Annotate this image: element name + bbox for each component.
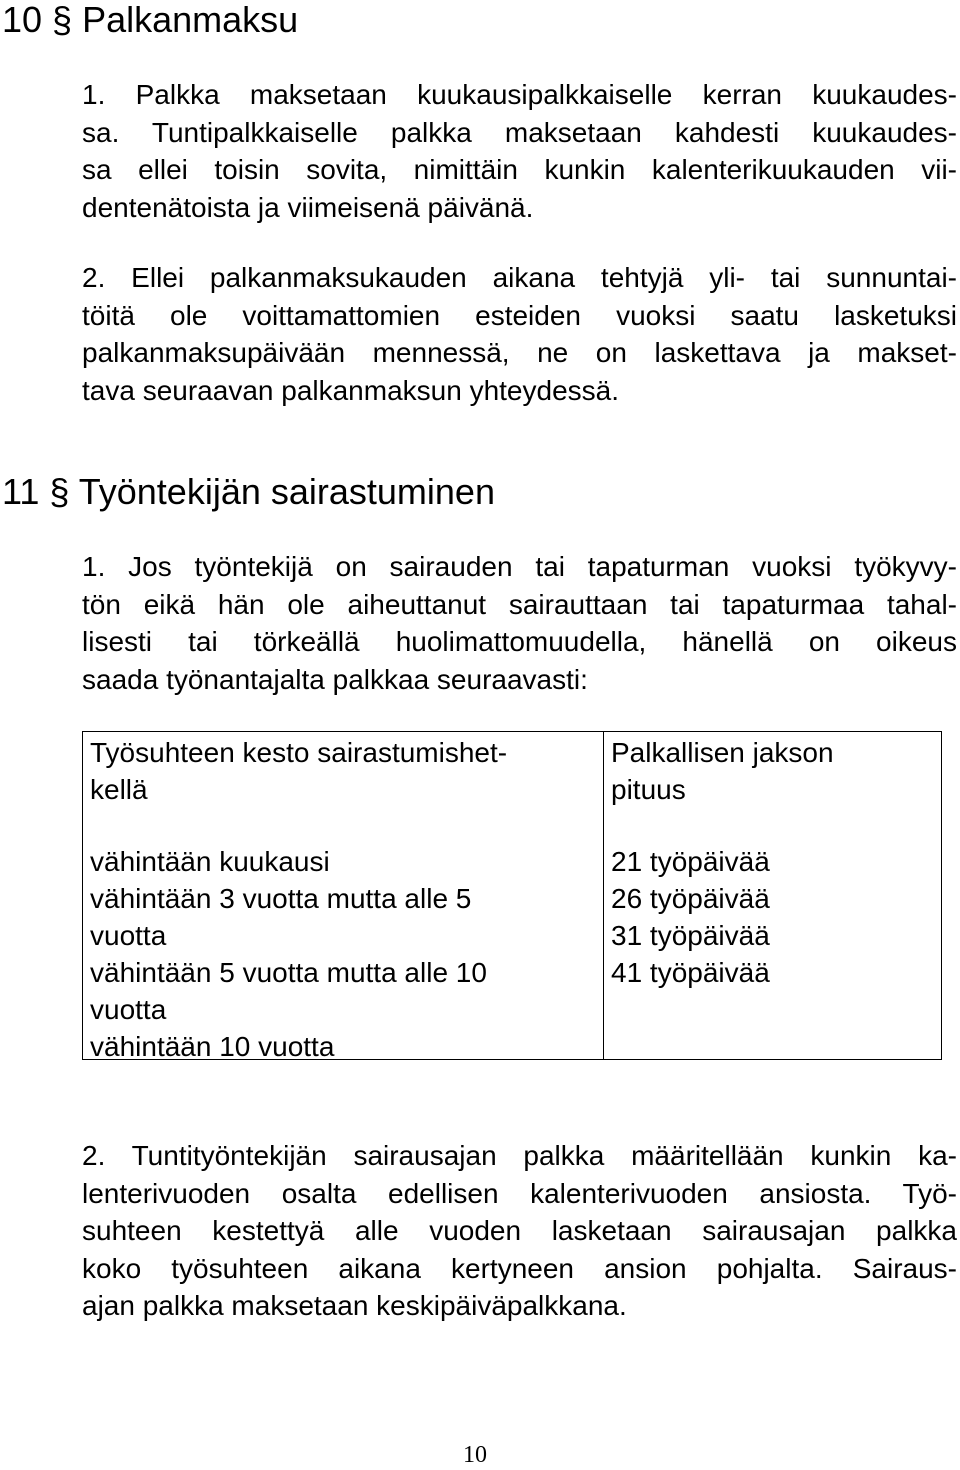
paid-period-column — [611, 734, 834, 991]
text-line: lenterivuoden osalta edellisen kalenterivuoden ansiosta. Työ- — [82, 1177, 957, 1209]
text-line: 2. Tuntityöntekijän sairausajan palkka määritellään kunkin ka- — [82, 1140, 957, 1171]
text-line: 1. Jos työntekijä on sairauden tai tapaturman vuoksi työkyvy- — [82, 551, 957, 582]
table-cell: 26 työpäivää — [611, 883, 770, 914]
text-line: 1. Palkka maksetaan kuukausipalkkaiselle kerran kuukaudes- — [82, 79, 957, 110]
text-line: suhteen kestettyä alle vuoden lasketaan sairausajan palkka — [82, 1215, 957, 1246]
section-11-heading: 11 § Työntekijän sairastuminen — [2, 471, 495, 512]
text-line: saada työnantajalta palkkaa seuraavasti: — [82, 663, 588, 695]
sick-pay-table — [82, 731, 942, 1060]
section-10-heading: 10 § Palkanmaksu — [2, 0, 299, 40]
page-number: 10 — [463, 1442, 487, 1468]
text-line: ajan palkka maksetaan keskipäiväpalkkana. — [82, 1290, 627, 1321]
column-header: pituus — [611, 774, 686, 805]
text-line: palkanmaksupäivään mennessä, ne on laskettava ja makset- — [82, 337, 957, 368]
table-column-divider — [603, 732, 604, 1059]
text-line: koko työsuhteen aikana kertyneen ansion pohjalta. Sairaus- — [82, 1252, 957, 1284]
column-header: Työsuhteen kesto sairastumishet- — [90, 737, 508, 768]
section-10-paragraph-1 — [82, 76, 957, 226]
column-header: Palkallisen jakson — [611, 737, 834, 768]
text-line: tava seuraavan palkanmaksun yhteydessä. — [82, 374, 619, 406]
section-11-paragraph-2 — [82, 1137, 957, 1325]
text-line: töitä ole voittamattomien esteiden vuoksi saatu lasketuksi — [82, 299, 957, 331]
section-11-paragraph-1 — [82, 548, 957, 698]
table-cell: vuotta — [90, 994, 167, 1025]
column-header: kellä — [90, 774, 148, 805]
table-cell: vuotta — [90, 920, 167, 951]
text-line: 2. Ellei palkanmaksukauden aikana tehtyjä yli- tai sunnuntai- — [82, 262, 957, 293]
table-cell: 41 työpäivää — [611, 957, 770, 988]
table-cell: vähintään 3 vuotta mutta alle 5 — [90, 883, 472, 914]
table-cell: vähintään 10 vuotta — [90, 1031, 335, 1062]
section-10-paragraph-2 — [82, 259, 957, 409]
employment-duration-column — [90, 734, 507, 1065]
text-line: sa. Tuntipalkkaiselle palkka maksetaan kahdesti kuukaudes- — [82, 116, 957, 148]
table-cell: 31 työpäivää — [611, 920, 770, 951]
text-line: lisesti tai törkeällä huolimattomuudella, hänellä on oikeus — [82, 626, 957, 657]
text-line: dentenätoista ja viimeisenä päivänä. — [82, 191, 534, 223]
table-cell: 21 työpäivää — [611, 846, 770, 877]
text-line: tön eikä hän ole aiheuttanut sairauttaan tai tapaturmaa tahal- — [82, 588, 957, 620]
table-cell: vähintään 5 vuotta mutta alle 10 — [90, 957, 487, 988]
table-cell: vähintään kuukausi — [90, 846, 330, 877]
text-line: sa ellei toisin sovita, nimittäin kunkin kalenterikuukauden vii- — [82, 154, 957, 185]
